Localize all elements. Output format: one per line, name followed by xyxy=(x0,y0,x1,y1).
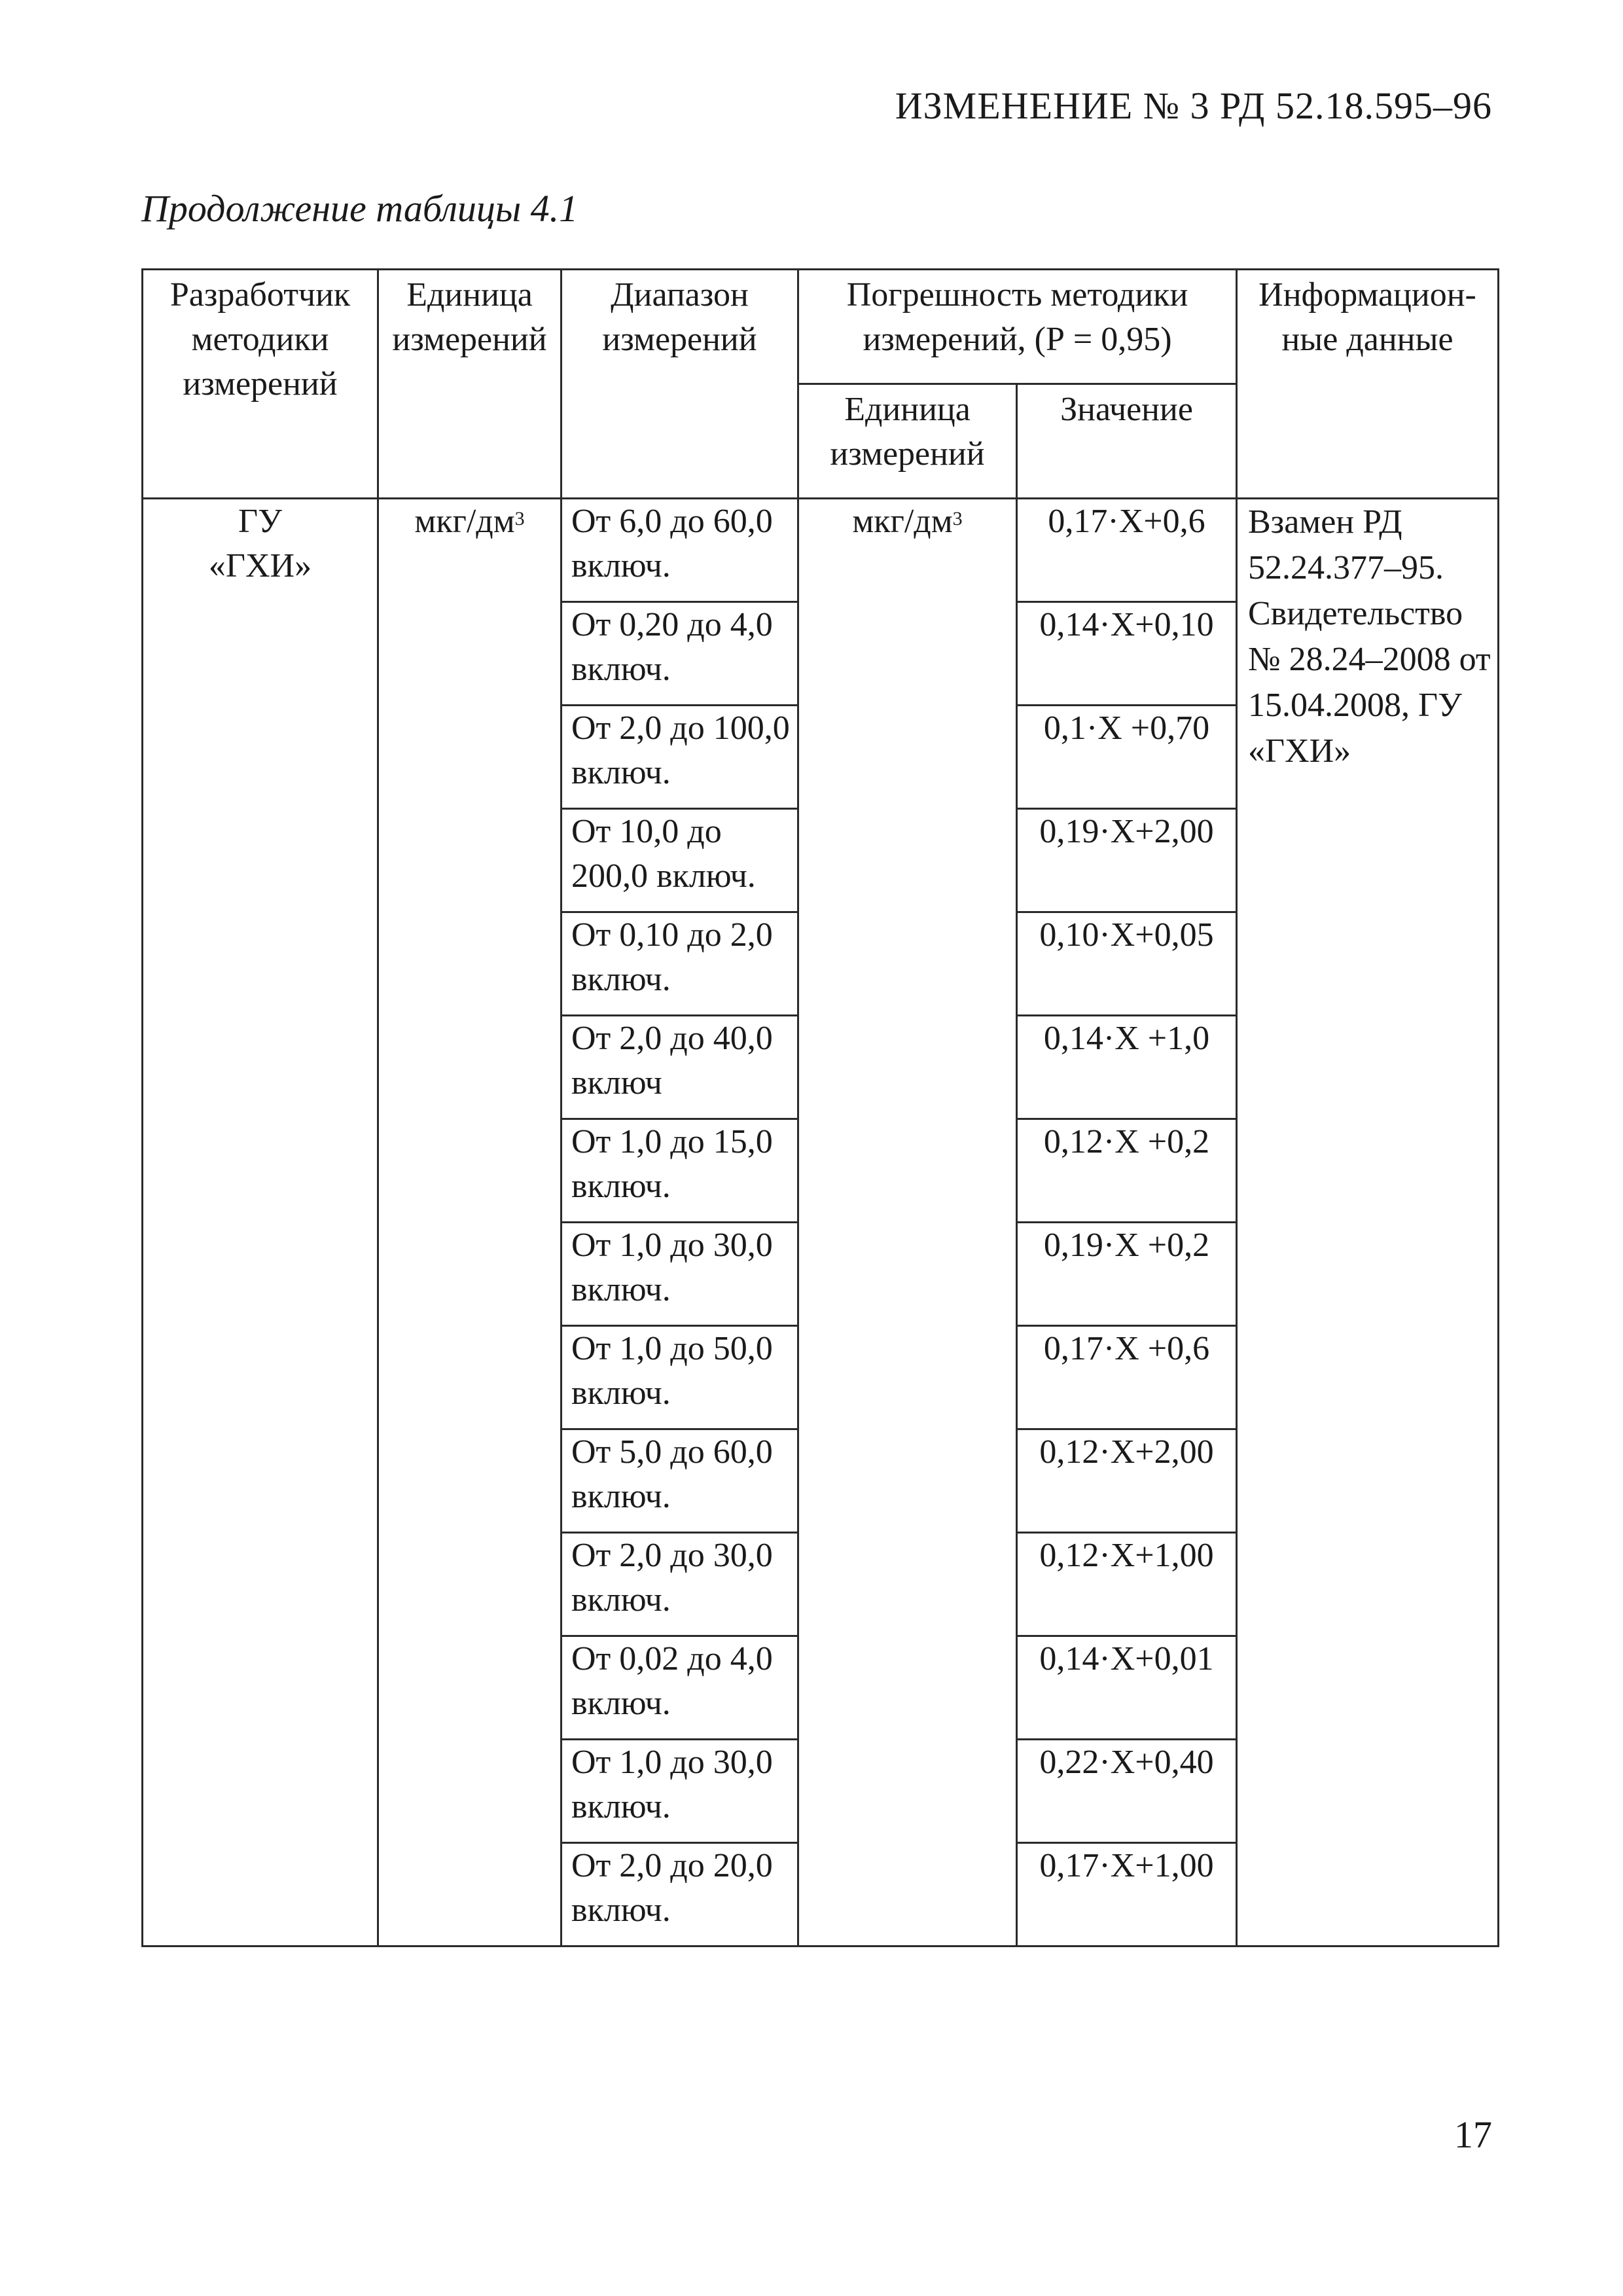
range-cell: От 0,02 до 4,0 включ. xyxy=(562,1636,798,1740)
unit-cell xyxy=(378,499,562,1946)
info-cell: Взамен РД 52.24.377–95. Свидетельство № 28.24–2008 от 15.04.2008, ГУ «ГХИ» xyxy=(1237,499,1499,1946)
range-cell: От 2,0 до 40,0 включ xyxy=(562,1016,798,1119)
error-unit-text: мкг/дм xyxy=(852,503,953,540)
header-unit: Единица измерений xyxy=(378,270,562,499)
range-cell: От 2,0 до 30,0 включ. xyxy=(562,1533,798,1636)
range-cell: От 10,0 до 200,0 включ. xyxy=(562,809,798,912)
error-value-cell: 0,12·X+2,00 xyxy=(1017,1429,1237,1533)
range-cell: От 5,0 до 60,0 включ. xyxy=(562,1429,798,1533)
developer-cell: ГУ «ГХИ» xyxy=(143,499,378,1946)
table-body xyxy=(143,499,1499,1946)
range-cell: От 6,0 до 60,0 включ. xyxy=(562,499,798,602)
error-value-cell: 0,1·X +0,70 xyxy=(1017,706,1237,809)
error-value-cell: 0,14·X+0,01 xyxy=(1017,1636,1237,1740)
error-unit-superscript: 3 xyxy=(952,508,963,529)
header-info: Информацион-ные данные xyxy=(1237,270,1499,499)
range-cell: От 0,10 до 2,0 включ. xyxy=(562,912,798,1016)
range-cell: От 1,0 до 15,0 включ. xyxy=(562,1119,798,1223)
range-cell: От 0,20 до 4,0 включ. xyxy=(562,602,798,706)
unit-text: мкг/дм xyxy=(414,503,515,540)
page-number: 17 xyxy=(1454,2113,1492,2156)
header-developer: Разработчик методики измерений xyxy=(143,270,378,499)
document-header: ИЗМЕНЕНИЕ № 3 РД 52.18.595–96 xyxy=(895,84,1492,127)
header-error-value: Значение xyxy=(1017,384,1237,499)
range-cell: От 1,0 до 50,0 включ. xyxy=(562,1326,798,1429)
range-cell: От 1,0 до 30,0 включ. xyxy=(562,1740,798,1843)
error-value-cell: 0,17·X+0,6 xyxy=(1017,499,1237,602)
error-value-cell: 0,12·X+1,00 xyxy=(1017,1533,1237,1636)
table-caption: Продолжение таблицы 4.1 xyxy=(141,187,579,230)
error-value-cell: 0,12·X +0,2 xyxy=(1017,1119,1237,1223)
error-value-cell: 0,10·X+0,05 xyxy=(1017,912,1237,1016)
measurement-methods-table xyxy=(141,268,1499,1947)
error-value-cell: 0,17·X +0,6 xyxy=(1017,1326,1237,1429)
range-cell: От 2,0 до 20,0 включ. xyxy=(562,1843,798,1946)
range-cell: От 1,0 до 30,0 включ. xyxy=(562,1223,798,1326)
header-error-group: Погрешность методики измерений, (Р = 0,95) xyxy=(798,270,1237,384)
error-value-cell: 0,14·X+0,10 xyxy=(1017,602,1237,706)
header-range: Диапазон измерений xyxy=(562,270,798,499)
unit-superscript: 3 xyxy=(514,508,525,529)
range-cell: От 2,0 до 100,0 включ. xyxy=(562,706,798,809)
error-unit-cell xyxy=(798,499,1017,1946)
table-row xyxy=(143,499,1499,602)
error-value-cell: 0,17·X+1,00 xyxy=(1017,1843,1237,1946)
error-value-cell: 0,19·X+2,00 xyxy=(1017,809,1237,912)
error-value-cell: 0,19·X +0,2 xyxy=(1017,1223,1237,1326)
header-error-unit: Единица измерений xyxy=(798,384,1017,499)
error-value-cell: 0,22·X+0,40 xyxy=(1017,1740,1237,1843)
error-value-cell: 0,14·X +1,0 xyxy=(1017,1016,1237,1119)
